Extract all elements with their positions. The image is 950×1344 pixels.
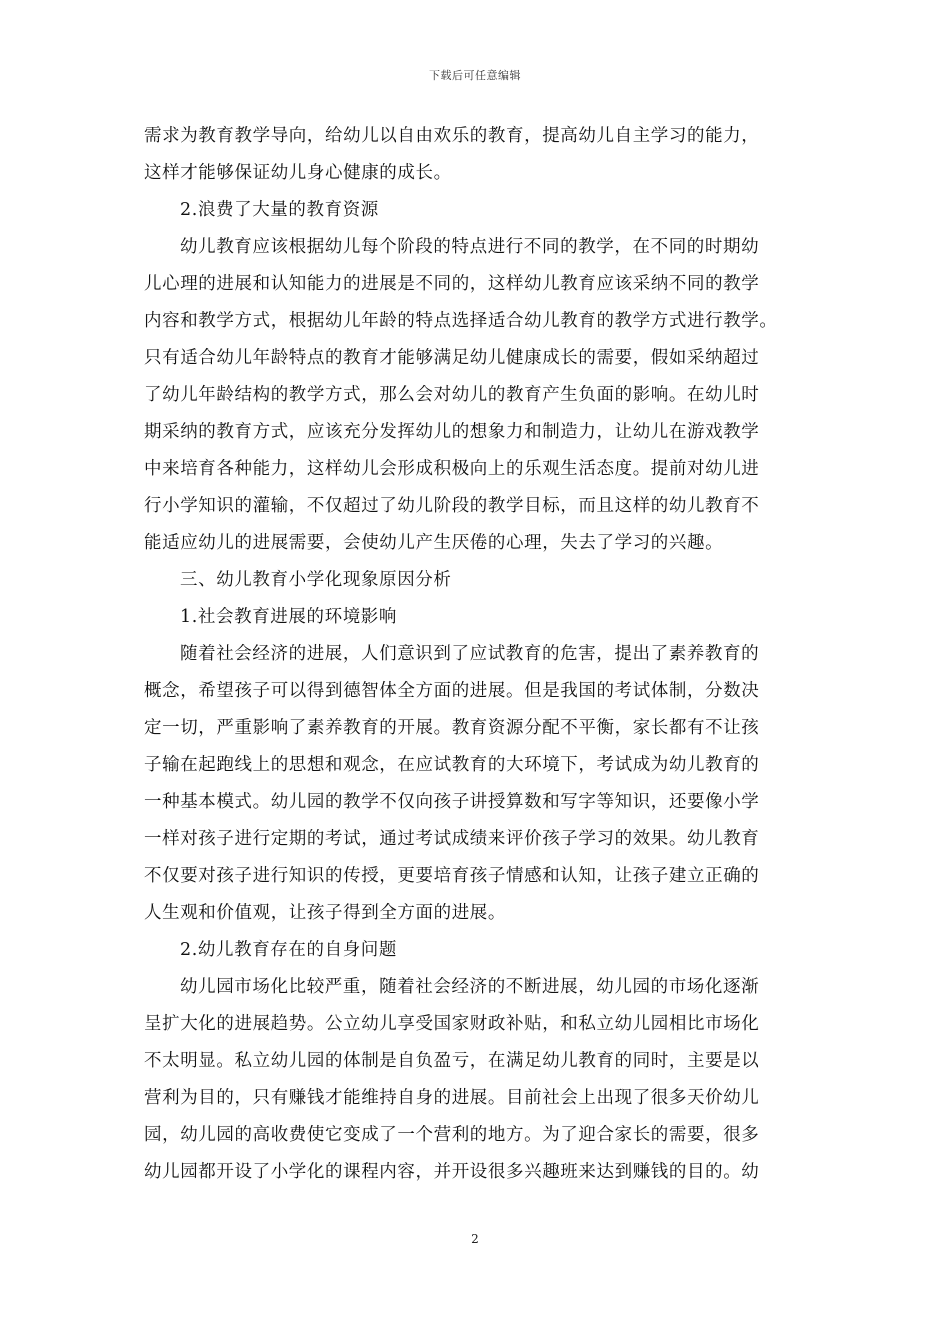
text-line: 定一切，严重影响了素养教育的开展。教育资源分配不平衡，家长都有不让孩 — [144, 718, 760, 738]
text-line: 期采纳的教育方式，应该充分发挥幼儿的想象力和制造力，让幼儿在游戏教学 — [144, 422, 760, 442]
text-line: 内容和教学方式，根据幼儿年龄的特点选择适合幼儿教育的教学方式进行教学。 — [144, 311, 778, 331]
text-line: 随着社会经济的进展，人们意识到了应试教育的危害，提出了素养教育的 — [180, 644, 760, 664]
text-line: 概念，希望孩子可以得到德智体全方面的进展。但是我国的考试体制，分数决 — [144, 681, 760, 701]
text-line: 2.幼儿教育存在的自身问题 — [180, 940, 397, 960]
text-line: 营利为目的，只有赚钱才能维持自身的进展。目前社会上出现了很多天价幼儿 — [144, 1088, 760, 1108]
text-line: 一样对孩子进行定期的考试，通过考试成绩来评价孩子学习的效果。幼儿教育 — [144, 829, 760, 849]
text-line: 只有适合幼儿年龄特点的教育才能够满足幼儿健康成长的需要，假如采纳超过 — [144, 348, 760, 368]
text-line: 幼儿教育应该根据幼儿每个阶段的特点进行不同的教学，在不同的时期幼 — [180, 237, 760, 257]
text-line: 不仅要对孩子进行知识的传授，更要培育孩子情感和认知，让孩子建立正确的 — [144, 866, 760, 886]
page-header: 下载后可任意编辑 — [429, 69, 521, 82]
text-line: 三、幼儿教育小学化现象原因分析 — [180, 570, 452, 590]
text-line: 了幼儿年龄结构的教学方式，那么会对幼儿的教育产生负面的影响。在幼儿时 — [144, 385, 760, 405]
text-line: 子输在起跑线上的思想和观念，在应试教育的大环境下，考试成为幼儿教育的 — [144, 755, 760, 775]
text-line: 2.浪费了大量的教育资源 — [180, 200, 379, 220]
page-number: 2 — [471, 1232, 479, 1246]
text-line: 一种基本模式。幼儿园的教学不仅向孩子讲授算数和写字等知识，还要像小学 — [144, 792, 760, 812]
text-line: 儿心理的进展和认知能力的进展是不同的，这样幼儿教育应该采纳不同的教学 — [144, 274, 760, 294]
text-line: 这样才能够保证幼儿身心健康的成长。 — [144, 163, 452, 183]
text-line: 能适应幼儿的进展需要，会使幼儿产生厌倦的心理，失去了学习的兴趣。 — [144, 533, 724, 553]
text-line: 园，幼儿园的高收费使它变成了一个营利的地方。为了迎合家长的需要，很多 — [144, 1125, 760, 1145]
text-line: 中来培育各种能力，这样幼儿会形成积极向上的乐观生活态度。提前对幼儿进 — [144, 459, 760, 479]
text-line: 呈扩大化的进展趋势。公立幼儿享受国家财政补贴，和私立幼儿园相比市场化 — [144, 1014, 760, 1034]
text-line: 不太明显。私立幼儿园的体制是自负盈亏，在满足幼儿教育的同时，主要是以 — [144, 1051, 760, 1071]
text-line: 需求为教育教学导向，给幼儿以自由欢乐的教育，提高幼儿自主学习的能力， — [144, 126, 760, 146]
text-line: 幼儿园都开设了小学化的课程内容，并开设很多兴趣班来达到赚钱的目的。幼 — [144, 1162, 760, 1182]
text-line: 行小学知识的灌输，不仅超过了幼儿阶段的教学目标，而且这样的幼儿教育不 — [144, 496, 760, 516]
text-line: 1.社会教育进展的环境影响 — [180, 607, 397, 627]
text-line: 人生观和价值观，让孩子得到全方面的进展。 — [144, 903, 506, 923]
text-line: 幼儿园市场化比较严重，随着社会经济的不断进展，幼儿园的市场化逐渐 — [180, 977, 760, 997]
document-body — [144, 118, 812, 1191]
